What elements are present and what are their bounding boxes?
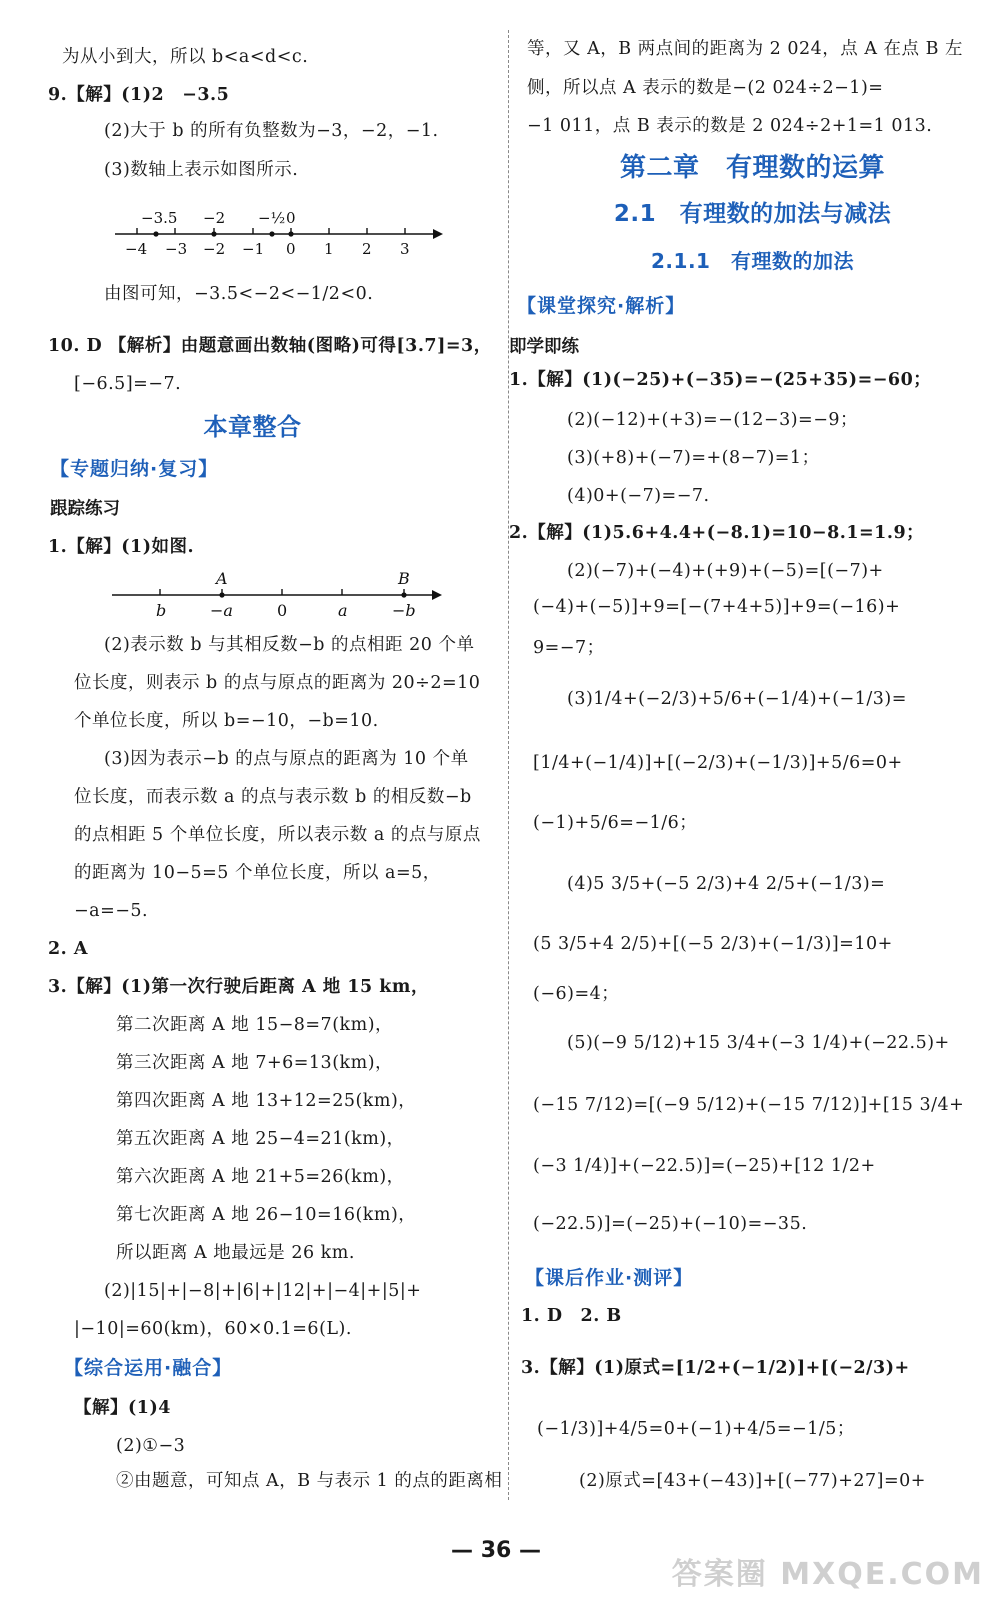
number-line-2 <box>112 568 452 628</box>
math-line: (−6)=4； <box>533 984 620 1004</box>
answer-3-heading: 3.【解】(1)第一次行驶后距离 A 地 15 km， <box>48 977 429 997</box>
answer-1: 1.【解】(1)(−25)+(−35)=−(25+35)=−60； <box>509 370 932 390</box>
text-line: 位长度，而表示数 a 的点与表示数 b 的相反数−b <box>74 787 472 807</box>
axis1-top-label: −½ <box>258 209 286 227</box>
text-line: [−6.5]=−7. <box>74 374 182 394</box>
math-line: (4)5 3/5+(−5 2/3)+4 2/5+(−1/3)= <box>567 874 886 894</box>
math-line: (3)1/4+(−2/3)+5/6+(−1/4)+(−1/3)= <box>567 689 907 709</box>
text-line: 侧，所以点 A 表示的数是−(2 024÷2−1)= <box>527 78 884 98</box>
axis2-tick: a <box>338 601 348 620</box>
answer-1-heading: 1.【解】(1)如图. <box>48 537 195 557</box>
text-line: 由图可知，−3.5<−2<−1/2<0. <box>104 284 374 304</box>
axis1-tick: 3 <box>400 240 410 258</box>
axis2-tick: b <box>156 601 167 620</box>
math-line: (−22.5)]=(−25)+(−10)=−35. <box>533 1214 808 1234</box>
text-line: (2)①−3 <box>116 1436 186 1456</box>
text-line: (3)(+8)+(−7)=+(8−7)=1； <box>567 448 820 468</box>
section-badge: 【专题归纳·复习】 <box>50 458 219 480</box>
math-line: (−3 1/4)]+(−22.5)]=(−25)+[12 1/2+ <box>533 1156 876 1176</box>
text-line: (2)(−12)+(+3)=−(12−3)=−9； <box>567 410 858 430</box>
axis1-tick: 1 <box>324 240 334 258</box>
page-number: — 36 — <box>451 1538 541 1563</box>
chapter-summary-heading: 本章整合 <box>203 413 302 441</box>
text-line: (2)(−7)+(−4)+(+9)+(−5)=[(−7)+ <box>567 561 884 581</box>
text-line: 个单位长度，所以 b=−10，−b=10. <box>74 711 379 731</box>
text-line: (−4)+(−5)]+9=[−(7+4+5)]+9=(−16)+ <box>533 597 901 617</box>
text-line: 9=−7； <box>533 638 605 658</box>
text-line: (2)|15|+|−8|+|6|+|12|+|−4|+|5|+ <box>104 1281 422 1301</box>
text-line: −a=−5. <box>74 901 149 921</box>
axis1-tick: 2 <box>362 240 372 258</box>
axis1-tick: 0 <box>286 240 296 258</box>
axis1-tick: −4 <box>125 240 148 258</box>
answer-2: 2. A <box>48 939 88 959</box>
text-line: (2)表示数 b 与其相反数−b 的点相距 20 个单 <box>104 635 475 655</box>
axis1-top-label: 0 <box>286 209 296 227</box>
text-line: 所以距离 A 地最远是 26 km. <box>116 1243 355 1263</box>
point-label-b: B <box>398 569 410 588</box>
text-line: −1 011，点 B 表示的数是 2 024÷2+1=1 013. <box>527 116 933 136</box>
text-line: (3)数轴上表示如图所示. <box>104 160 299 180</box>
text-line: |−10|=60(km)，60×0.1=6(L). <box>74 1319 352 1339</box>
left-column <box>0 0 505 1540</box>
answer-9-heading: 9.【解】(1)2 −3.5 <box>48 85 230 105</box>
math-line: (−15 7/12)=[(−9 5/12)+(−15 7/12)]+[15 3/4+ <box>533 1095 965 1115</box>
subsection-title: 2.1.1 有理数的加法 <box>651 249 854 273</box>
section-badge: 【课后作业·测评】 <box>525 1267 694 1289</box>
point-label-a: A <box>216 569 228 588</box>
axis2-tick: −a <box>210 601 233 620</box>
text-line: 第七次距离 A 地 26−10=16(km)， <box>116 1205 417 1225</box>
math-line: (5 3/5+4 2/5)+[(−5 2/3)+(−1/3)]=10+ <box>533 934 893 954</box>
text-line: 第四次距离 A 地 13+12=25(km)， <box>116 1091 417 1111</box>
answer-heading: 【解】(1)4 <box>74 1398 171 1418</box>
text-line: (4)0+(−7)=−7. <box>567 486 710 506</box>
axis2-tick: −b <box>392 601 416 620</box>
text-line: 第六次距离 A 地 21+5=26(km)， <box>116 1167 405 1187</box>
number-line-1 <box>115 196 445 266</box>
text-line: (2)大于 b 的所有负整数为−3，−2，−1. <box>104 121 439 141</box>
answer-3-line: 3.【解】(1)原式=[1/2+(−1/2)]+[(−2/3)+ <box>521 1358 910 1378</box>
math-line: [1/4+(−1/4)]+[(−2/3)+(−1/3)]+5/6=0+ <box>533 753 903 773</box>
text-line: 为从小到大，所以 b<a<d<c. <box>62 47 309 67</box>
text-line: ②由题意，可知点 A，B 与表示 1 的点的距离相 <box>116 1471 503 1491</box>
axis1-top-label: −2 <box>203 209 226 227</box>
text-line: 的距离为 10−5=5 个单位长度，所以 a=5， <box>74 863 441 883</box>
section-badge: 【综合运用·融合】 <box>64 1357 233 1379</box>
text-line: 位长度，则表示 b 的点与原点的距离为 20÷2=10 <box>74 673 481 693</box>
math-line: (−1/3)]+4/5=0+(−1)+4/5=−1/5； <box>537 1419 855 1439</box>
section-title: 2.1 有理数的加法与减法 <box>613 201 892 227</box>
math-line: (2)原式=[43+(−43)]+[(−77)+27]=0+ <box>579 1471 926 1491</box>
axis2-tick: 0 <box>277 601 288 620</box>
text-line: (3)因为表示−b 的点与原点的距离为 10 个单 <box>104 749 469 769</box>
text-line: 第二次距离 A 地 15−8=7(km)， <box>116 1015 394 1035</box>
math-line: (5)(−9 5/12)+15 3/4+(−3 1/4)+(−22.5)+ <box>567 1033 950 1053</box>
answers-1-2: 1. D 2. B <box>521 1306 622 1326</box>
axis1-tick: −3 <box>165 240 188 258</box>
text-line: 等，又 A，B 两点间的距离为 2 024，点 A 在点 B 左 <box>527 39 964 59</box>
axis1-tick: −2 <box>203 240 226 258</box>
chapter-title: 第二章 有理数的运算 <box>619 153 885 183</box>
answer-2: 2.【解】(1)5.6+4.4+(−8.1)=10−8.1=1.9； <box>509 523 925 543</box>
answer-10: 10. D 【解析】由题意画出数轴(图略)可得[3.7]=3， <box>48 336 492 356</box>
practice-heading: 跟踪练习 <box>50 499 120 519</box>
watermark-logo: 答案圈 MXQE.COM <box>671 1557 984 1592</box>
practice-heading: 即学即练 <box>509 337 579 357</box>
column-divider <box>508 30 509 1500</box>
text-line: 的点相距 5 个单位长度，所以表示数 a 的点与原点 <box>74 825 481 845</box>
section-badge: 【课堂探究·解析】 <box>517 295 686 317</box>
text-line: 第三次距离 A 地 7+6=13(km)， <box>116 1053 394 1073</box>
text-line: 第五次距离 A 地 25−4=21(km)， <box>116 1129 405 1149</box>
math-line: (−1)+5/6=−1/6； <box>533 813 698 833</box>
right-column <box>509 0 992 1540</box>
axis1-top-label: −3.5 <box>141 209 178 227</box>
axis1-tick: −1 <box>242 240 265 258</box>
